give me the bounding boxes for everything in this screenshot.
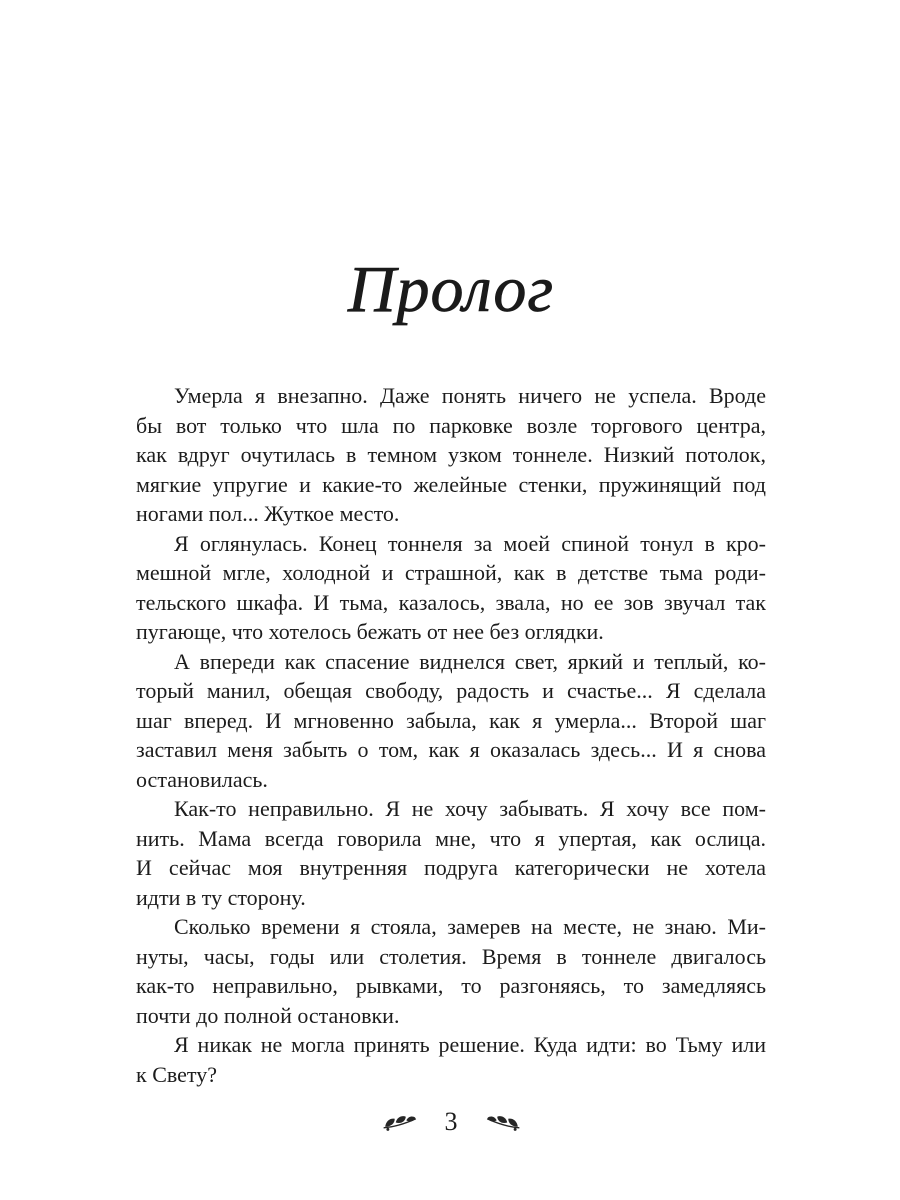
text-line: идти в ту сторону. — [136, 884, 306, 910]
page-number: 3 — [444, 1107, 458, 1136]
text-line: пугающе, что хотелось бежать от нее без оглядки. — [136, 619, 604, 644]
text-line: А впереди как спасение виднелся свет, яркий и теплый, ко- — [174, 648, 766, 674]
text-line: Умерла я внезапно. Даже понять ничего не успела. Вроде — [174, 383, 766, 408]
text-line: бы вот только что шла по парковке возле торгового центра, — [136, 412, 766, 438]
text-line: Как-то неправильно. Я не хочу забывать. Я хочу все пом- — [174, 796, 766, 821]
text-line: как вдруг очутилась в темном узком тоннеле. Низкий потолок, — [136, 442, 766, 467]
text-line: к Свету? — [136, 1061, 217, 1087]
text-line: мягкие упругие и какие-то желейные стенки, пружинящий под — [136, 471, 766, 497]
page-footer — [136, 1103, 766, 1141]
text-line: Я оглянулась. Конец тоннеля за моей спиной тонул в кро- — [174, 530, 766, 556]
text-line: тельского шкафа. И тьма, казалось, звала, но ее зов звучал так — [136, 589, 766, 615]
text-line: нить. Мама всегда говорила мне, что я упертая, как ослица. — [136, 825, 766, 851]
text-line: остановилась. — [136, 766, 268, 792]
text-line: почти до полной остановки. — [136, 1002, 400, 1028]
chapter-body — [136, 381, 766, 1089]
text-line: шаг вперед. И мгновенно забыла, как я умерла... Второй шаг — [136, 707, 766, 733]
text-line: заставил меня забыть о том, как я оказалась здесь... И я снова — [136, 737, 766, 762]
floral-sprig-left-icon — [382, 1113, 418, 1132]
text-line: мешной мгле, холодной и страшной, как в детстве тьма роди- — [136, 560, 766, 585]
text-line: как-то неправильно, рывками, то разгоняясь, то замедляясь — [136, 973, 766, 998]
text-line: торый манил, обещая свободу, радость и счастье... Я сделала — [136, 678, 766, 703]
floral-sprig-right-icon — [485, 1113, 521, 1132]
chapter-title: Пролог — [347, 253, 555, 326]
text-line: Сколько времени я стояла, замерев на месте, не знаю. Ми- — [174, 914, 766, 939]
text-line: Я никак не могла принять решение. Куда идти: во Тьму или — [174, 1032, 766, 1057]
text-line: нуты, часы, годы или столетия. Время в тоннеле двигалось — [136, 943, 766, 969]
text-line: ногами пол... Жуткое место. — [136, 501, 400, 526]
text-line: И сейчас моя внутренняя подруга категорически не хотела — [136, 855, 766, 880]
